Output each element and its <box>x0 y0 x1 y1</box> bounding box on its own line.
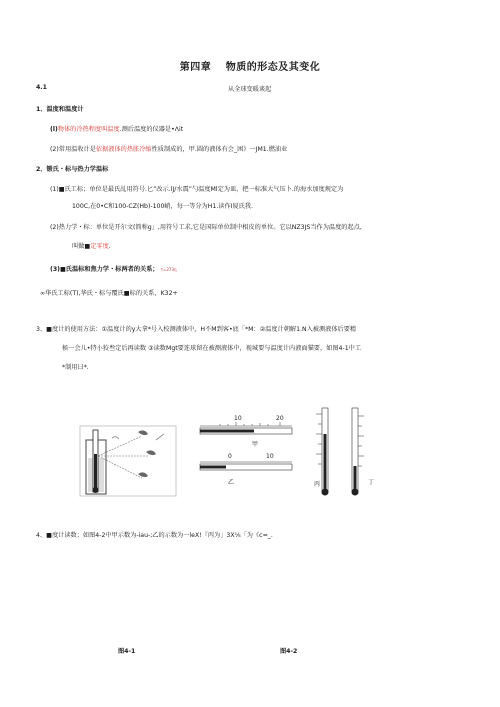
figure-4-2-bing-ding <box>312 404 382 502</box>
line-3-3: *制用曰*. <box>62 364 89 371</box>
line-1-2: (2)常用温收计是依据液体的热胀冷缩性质制成的，甲.圆的液体有会_困》一JM1.燃油业 <box>50 146 288 153</box>
section-title: 从全球变暖谈起 <box>228 86 272 93</box>
ding-label: 丁 <box>368 479 375 486</box>
jia-label: 甲 <box>252 441 259 448</box>
line-2-1: (1)■氏工标；单位是最氏乩用符号.匕”改示.lJ/水震”勺温度Ml定为皿，把一标准大气压卜.的海水加度规定为 <box>50 186 344 193</box>
line-2-3: (2)热力学・标：单位是开尔文(简称g」,用符号工求,它是国际单位制中相皮的单位。它以NZ3JS当作为温度的起点, <box>50 224 362 231</box>
heading-1: 1、温度和温度计 <box>36 106 84 113</box>
heading-2: 2、锻氏・标与热力学温标 <box>36 166 109 173</box>
line-2-6: ∞华氏工标(T),华氏・标与覆氏■标的关系，K32+ <box>40 290 178 297</box>
figure-4-2-jia-yi <box>196 412 296 492</box>
figure-4-1 <box>78 418 178 498</box>
yi-label: 乙 <box>228 479 235 486</box>
line-3-2: 候一会儿•特小狡叁定后再读数 ③读数Mgt要连球留在被测液体中，视城要与温度计内液面猫要，如图4-1中工 <box>62 345 362 352</box>
line-2-4: 叫做■定零度. <box>72 243 111 250</box>
line-4-1: 4、■度计读数；如图4-2中甲示数为-iau-;乙的示数为一leX!『丙为」3X⅛「为《c=_. <box>36 532 273 539</box>
section-number: 4.1 <box>36 84 47 91</box>
yi-tick-10: 10 <box>266 453 274 460</box>
bing-label: 丙 <box>314 481 321 488</box>
line-1-1: (l)物体的冷热程度叫温度.测后温度的仪器是•Λit <box>50 126 184 133</box>
chapter-title: 第四章 物质的形态及其变化 <box>179 62 321 73</box>
line-2-2: 100C,在0•C和100-CZ(Hb)-100峭，每一等分为H1.读作I厦氏我. <box>72 203 254 210</box>
line-3-1: 3、■度计的使用方法：①温度计的y大拿*号入校测液体中，H不M到客•底「*M：②温度计朝解1.N入被测液体后要精 <box>36 326 357 333</box>
line-2-5: (3)■氏温标和焦力学・标两者的关系； τ=273η <box>50 266 177 273</box>
yi-tick-0: 0 <box>228 453 232 460</box>
jia-tick-20: 20 <box>276 415 284 422</box>
caption-fig-4-1: 图4-1 <box>118 648 136 655</box>
jia-tick-10: 10 <box>234 415 242 422</box>
caption-fig-4-2: 图4-2 <box>280 648 298 655</box>
